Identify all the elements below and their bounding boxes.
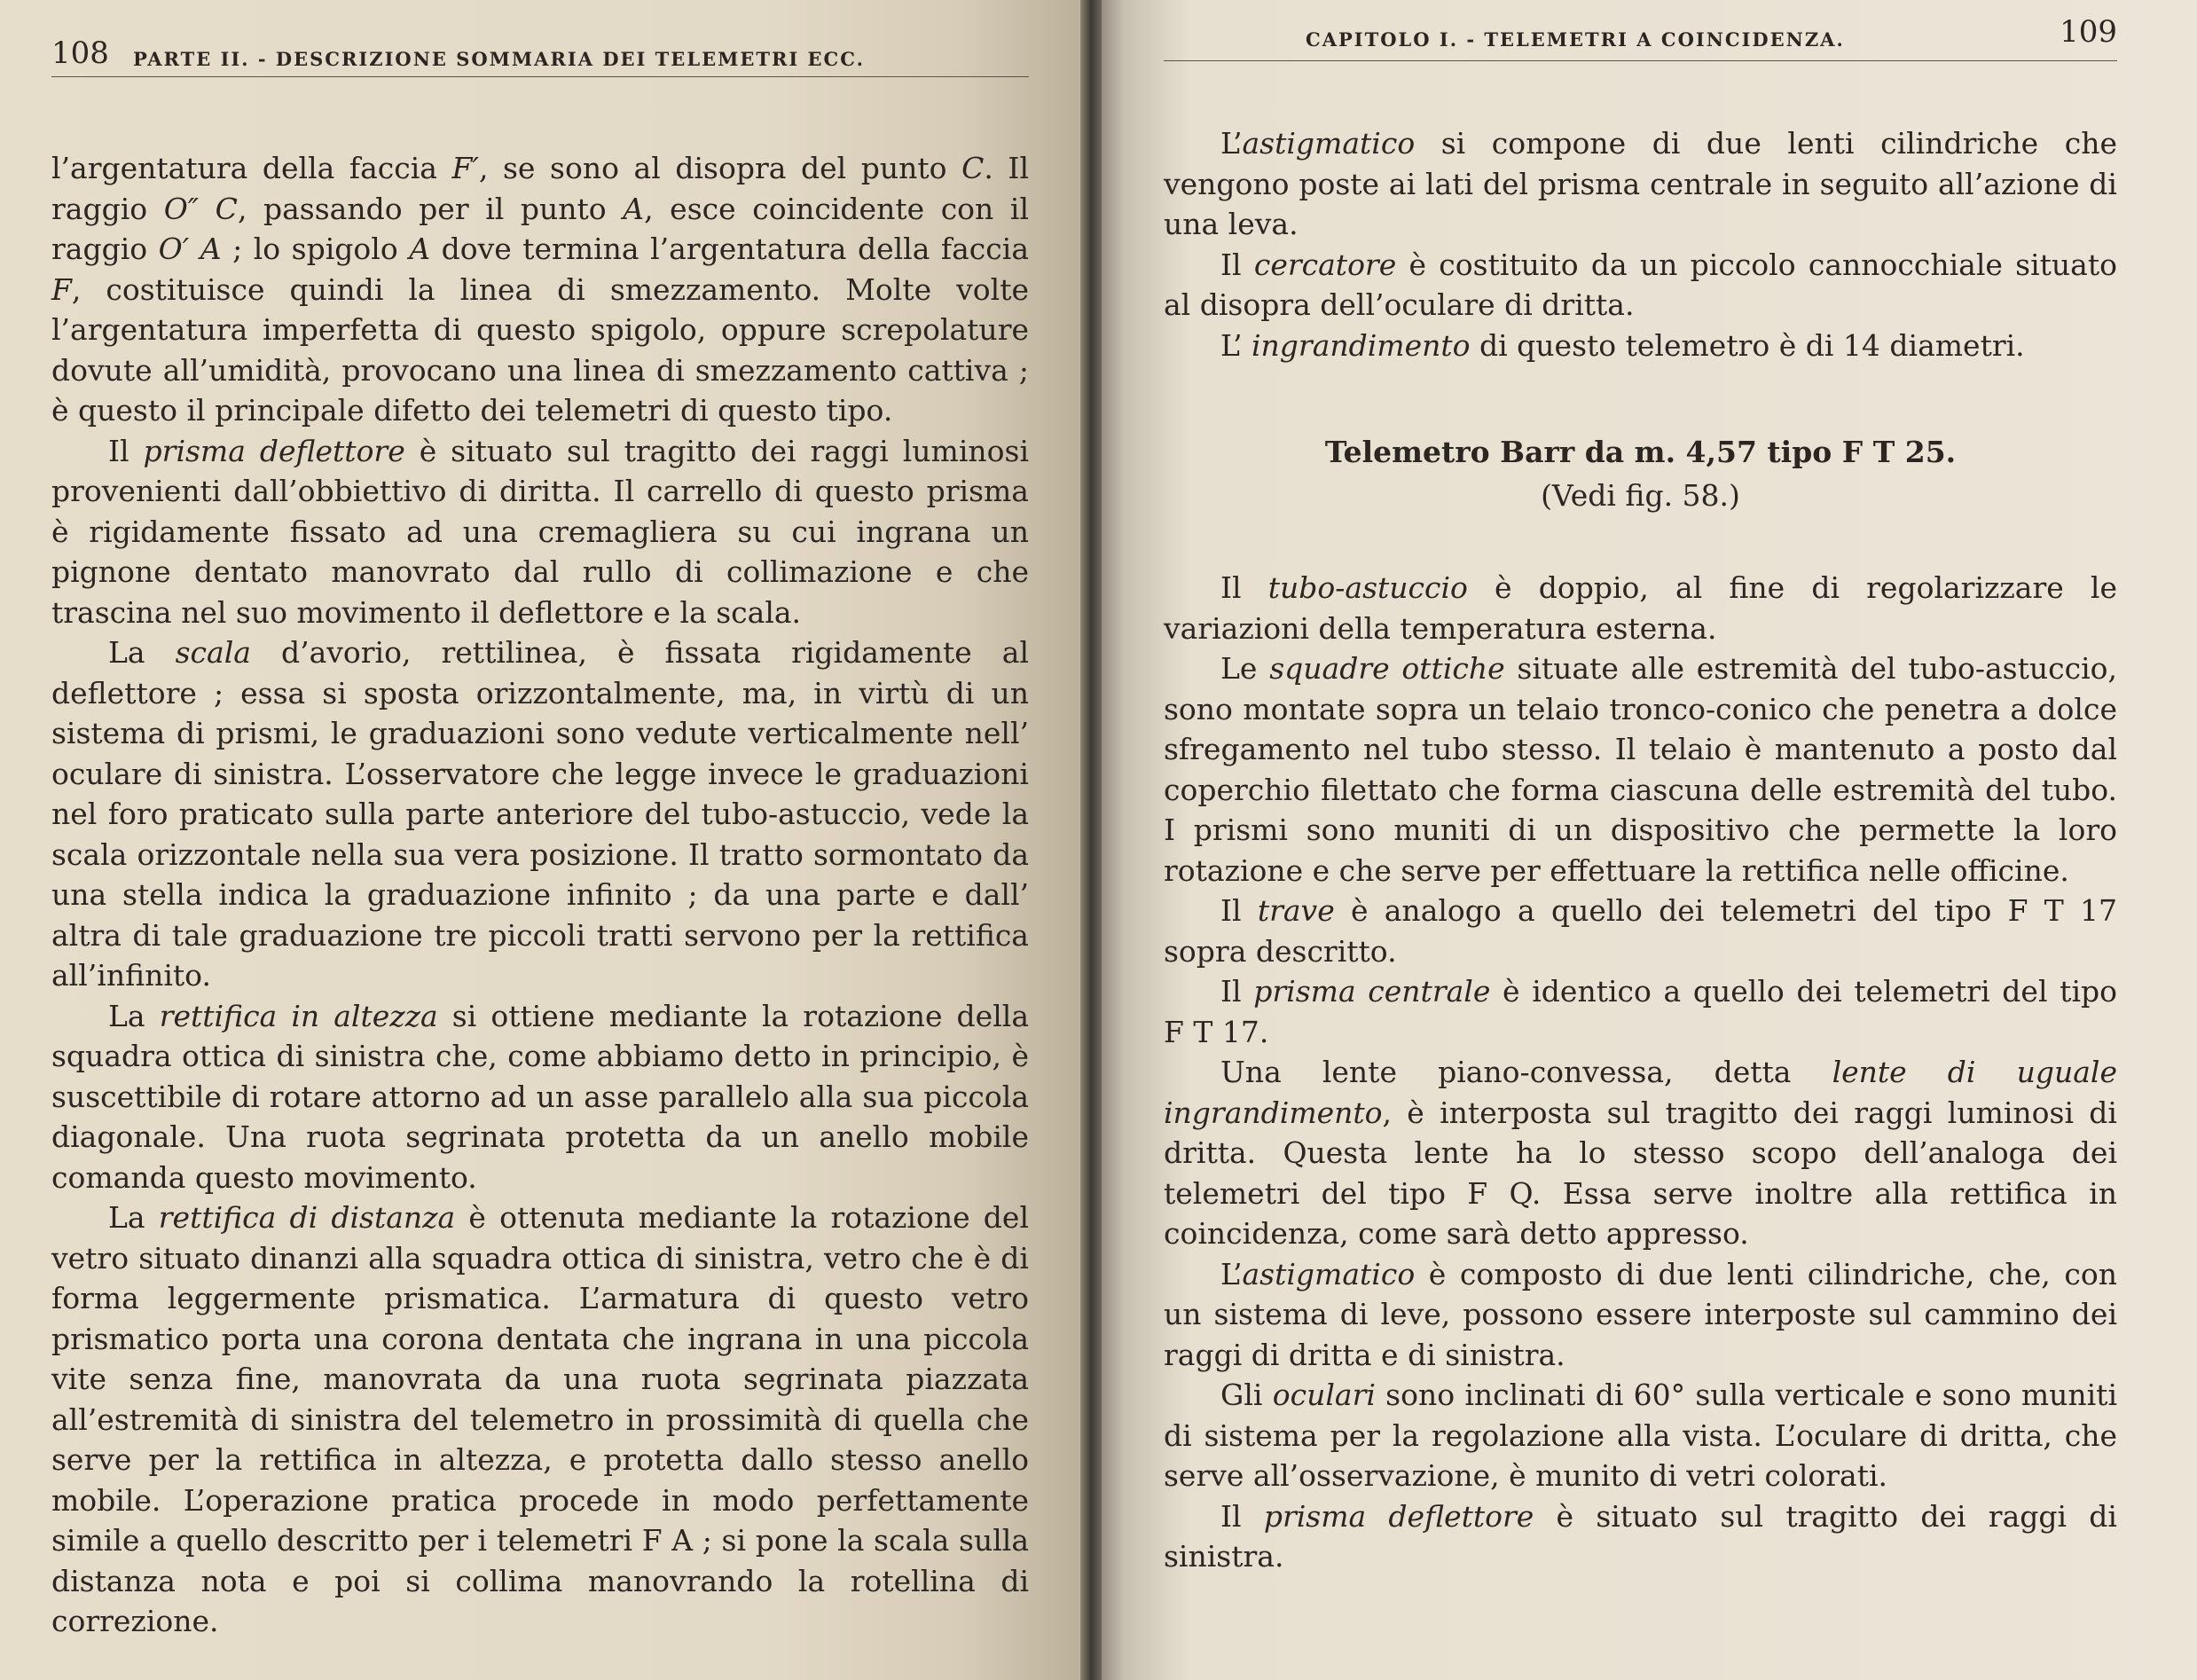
section-title: Telemetro Barr da m. 4,57 tipo F T 25. — [1324, 435, 1957, 469]
left-running-head-text: PARTE II. - DESCRIZIONE SOMMARIA DEI TELEMETRI ECC. — [133, 48, 865, 70]
text-run: è situato sul tragitto dei raggi luminosi provenienti dall’obbiettivo di diritta. Il carrello di questo prisma è rigidamente fissato ad una cremagliera su cui ingrana un pignone dentato manovrato dal rullo di collimazione e che trascina nel suo movimento il deflettore e la scala. — [51, 433, 1029, 630]
text-run: Il — [108, 433, 144, 468]
text-run: dove termina l’argentatura della faccia — [430, 232, 1029, 266]
text-run: La — [108, 998, 160, 1033]
italic-term: F — [51, 271, 72, 307]
paragraph — [1164, 1052, 2117, 1254]
text-run: Una lente piano-convessa, detta — [1220, 1055, 1832, 1089]
text-run: La — [108, 1200, 159, 1235]
right-page — [1091, 0, 2197, 1680]
text-run: Il — [1220, 893, 1258, 928]
italic-term: prisma deflettore — [1263, 1498, 1534, 1534]
italic-term: cercatore — [1253, 247, 1397, 282]
text-run: L’ — [1220, 327, 1252, 363]
section-heading — [1164, 435, 2117, 513]
text-run: è situato sul tragitto dei raggi di sinistra. — [1164, 1498, 2117, 1574]
italic-term: O″ C — [163, 191, 238, 226]
text-run: si ottiene mediante la rotazione della squadra ottica di sinistra che, come abbiamo detto in principio, è suscettibile di rotare attorno ad un asse parallelo alla sua piccola diagonale. Una ruota segrinata protetta da un anello mobile comanda questo movimento. — [51, 998, 1029, 1195]
text-run: Le — [1220, 651, 1270, 686]
paragraph — [1164, 648, 2117, 891]
italic-term: scala — [175, 635, 251, 670]
italic-term: tubo-astuccio — [1267, 570, 1468, 605]
paragraph — [51, 1197, 1029, 1642]
left-page-number: 108 — [51, 35, 109, 71]
paragraph — [51, 431, 1029, 633]
italic-term: oculari — [1272, 1378, 1376, 1412]
text-run: . Il raggio — [51, 151, 1029, 226]
text-run: L’ — [1220, 1256, 1243, 1291]
paragraph — [1164, 1254, 2117, 1376]
right-body-intro — [1164, 123, 2117, 365]
text-run: è doppio, al fine di regolarizzare le variazioni della temperatura esterna. — [1164, 570, 2117, 646]
italic-term: O′ A — [158, 232, 222, 266]
italic-term: lente di uguale ingrandimento — [1164, 1055, 2117, 1130]
section-subtitle: (Vedi fig. 58.) — [1541, 478, 1740, 513]
text-run: sono inclinati di 60° sulla verticale e sono muniti di sistema per la regolazione alla vista. L’oculare di dritta, che serve all’osservazione, è munito di vetri colorati. — [1164, 1378, 2117, 1493]
left-page — [0, 0, 1091, 1680]
text-run: , passando per il punto — [237, 191, 624, 226]
paragraph — [51, 148, 1029, 431]
italic-term: A — [409, 232, 431, 266]
left-running-head — [51, 35, 1029, 77]
text-run: si compone di due lenti cilindriche che vengono poste ai lati del prisma centrale in seguito all’azione di una leva. — [1164, 126, 2117, 241]
italic-term: prisma deflettore — [143, 433, 405, 468]
text-run: , è interposta sul tragitto dei raggi luminosi di dritta. Questa lente ha lo stesso scopo dell’analoga dei telemetri del tipo F Q. Essa serve inoltre alla rettifica in coincidenza, come sarà detto appresso. — [1164, 1095, 2117, 1251]
italic-term: prisma centrale — [1253, 974, 1491, 1009]
italic-term: trave — [1257, 893, 1335, 928]
paragraph — [51, 996, 1029, 1198]
paragraph — [1164, 568, 2117, 648]
paragraph — [1164, 1375, 2117, 1496]
paragraph — [1164, 891, 2117, 971]
text-run: , se sono al disopra del punto — [478, 151, 962, 185]
text-run: , costituisce quindi la linea di smezzamento. Molte volte l’argentatura imperfetta di questo spigolo, oppure screpolature dovute all’umidità, provocano una linea di smezzamento cattiva ; è questo il principale difetto dei telemetri di questo tipo. — [51, 271, 1029, 428]
text-run: d’avorio, rettilinea, è fissata rigidamente al deflettore ; essa si sposta orizzontalmente, ma, in virtù di un sistema di prismi, le graduazioni sono vedute verticalmente nell’ oculare di sinistra. L’osservatore che legge invece le graduazioni nel foro praticato sulla parte anteriore del tubo-astuccio, vede la scala orizzontale nella sua vera posizione. Il tratto sormontato da una stella indica la graduazione infinito ; da una parte e dall’ altra di tale graduazione tre piccoli tratti servono per la rettifica all’infinito. — [51, 635, 1030, 993]
paragraph — [1164, 245, 2117, 326]
text-run: Il — [1220, 1498, 1264, 1534]
paragraph — [1164, 123, 2117, 245]
italic-term: rettifica in altezza — [159, 998, 438, 1033]
right-running-head-text: CAPITOLO I. - TELEMETRI A COINCIDENZA. — [1306, 28, 1845, 51]
book-gutter — [1080, 0, 1102, 1680]
text-run: è identico a quello dei telemetri del tipo F T 17. — [1164, 974, 2117, 1049]
text-run: l’argentatura della faccia — [51, 151, 452, 185]
text-run: Gli — [1220, 1378, 1273, 1412]
text-run: di questo telemetro è di 14 diametri. — [1470, 327, 2025, 363]
italic-term: F′ — [451, 151, 479, 185]
text-run: è costituito da un piccolo cannocchiale situato al disopra dell’oculare di dritta. — [1164, 247, 2117, 322]
text-run: ; lo spigolo — [221, 232, 410, 266]
right-body — [1164, 568, 2117, 1577]
text-run: è ottenuta mediante la rotazione del vetro situato dinanzi alla squadra ottica di sinistra, vetro che è di forma leggermente prismatica. L’armatura di questo vetro prismatico porta una corona dentata che ingrana in una piccola vite senza fine, manovrata da una ruota segrinata piazzata all’estremità di sinistra del telemetro in prossimità di quella che serve per la rettifica in altezza, e protetta dallo stesso anello mobile. L’operazione pratica procede in modo perfettamente simile a quello descritto per i telemetri F A ; si pone la scala sulla distanza nota e poi si collima manovrando la rotellina di correzione. — [51, 1200, 1029, 1638]
italic-term: ingrandimento — [1251, 327, 1471, 363]
paragraph — [51, 632, 1029, 996]
paragraph — [1164, 326, 2117, 366]
text-run: è composto di due lenti cilindriche, che, con un sistema di leve, possono essere interposte sul cammino dei raggi di dritta e di sinistra. — [1164, 1256, 2117, 1372]
paragraph — [1164, 971, 2117, 1052]
right-page-number: 109 — [2060, 14, 2117, 50]
text-run: La — [108, 635, 176, 670]
italic-term: A — [623, 191, 645, 226]
text-run: L’ — [1220, 126, 1243, 161]
text-run: , esce coincidente con il raggio — [51, 191, 1030, 266]
paragraph — [1164, 1496, 2117, 1577]
italic-term: rettifica di distanza — [158, 1200, 456, 1235]
italic-term: squadre ottiche — [1269, 651, 1505, 686]
text-run: Il — [1220, 247, 1254, 282]
text-run: Il — [1220, 974, 1254, 1009]
text-run: è analogo a quello dei telemetri del tipo F T 17 sopra descritto. — [1164, 893, 2117, 969]
text-run: situate alle estremità del tubo-astuccio, sono montate sopra un telaio tronco-conico che penetra a dolce sfregamento nel tubo stesso. Il telaio è mantenuto a posto dal coperchio filettato che forma ciascuna delle estremità del tubo. I prismi sono muniti di un dispositivo che permette la loro rotazione e che serve per effettuare la rettifica nelle officine. — [1164, 651, 2117, 888]
right-running-head — [1164, 14, 2117, 61]
left-body — [51, 148, 1029, 1642]
italic-term: C — [961, 151, 985, 185]
italic-term: astigmatico — [1242, 1256, 1416, 1291]
text-run: Il — [1220, 570, 1268, 605]
italic-term: astigmatico — [1242, 126, 1416, 161]
